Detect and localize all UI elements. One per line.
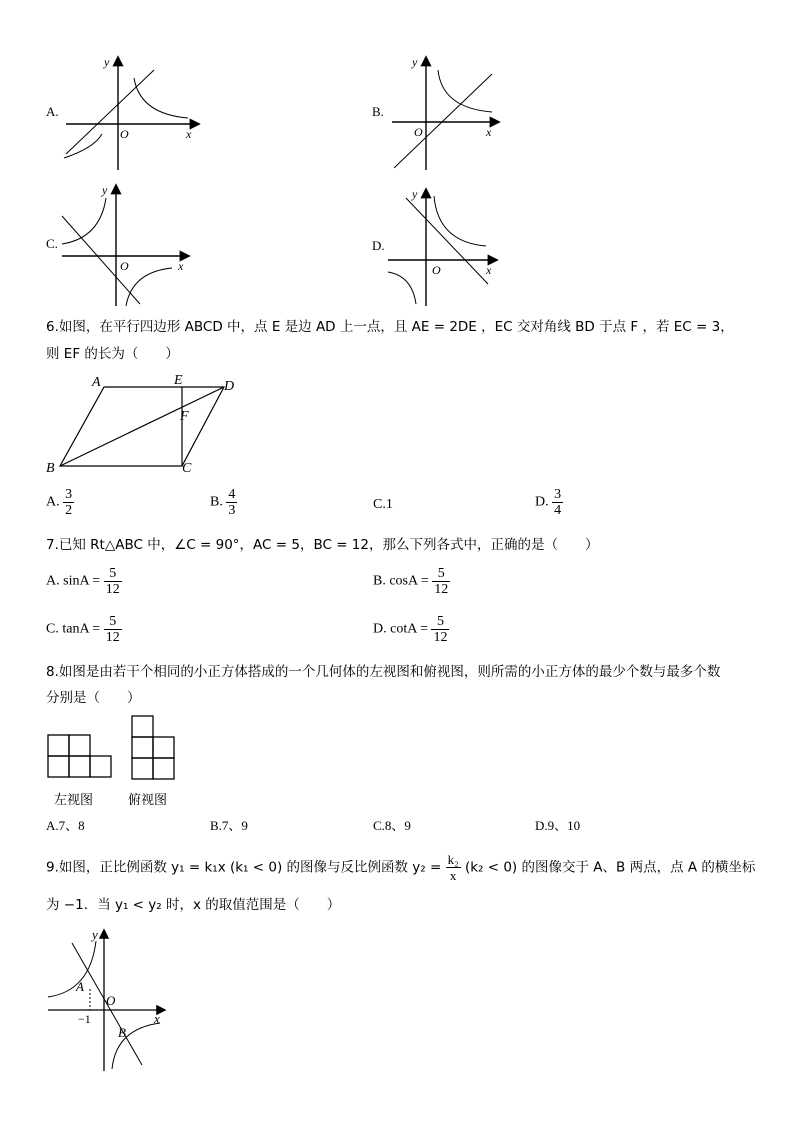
q6-parallelogram-figure — [44, 372, 254, 480]
q7-option-d[interactable]: D. cotA = $\frac{5}{12}$ — [373, 614, 448, 645]
line — [66, 70, 154, 154]
x-label: x — [486, 263, 492, 277]
y-label: y — [412, 187, 418, 201]
fraction: $\frac{3}{2}$ — [65, 487, 73, 518]
label-e: E — [174, 373, 183, 388]
origin-label: O — [106, 993, 116, 1008]
q6-option-b[interactable]: B. $\frac{4}{3}$ — [210, 487, 236, 518]
option-letter: C. — [46, 236, 58, 251]
graph-c — [56, 180, 216, 308]
point-a-label: A — [76, 979, 84, 994]
graph-b — [382, 52, 542, 174]
fraction: $\frac{5}{12}$ — [105, 566, 120, 597]
origin-label: O — [432, 263, 441, 277]
q5-option-a[interactable] — [46, 52, 216, 174]
hyperbola-branch — [62, 198, 106, 244]
y-label: y — [102, 183, 108, 197]
q9-graph — [46, 925, 176, 1073]
q6-stem-line1: 6.如图，在平行四边形 ABCD 中，点 E 是边 AD 上一点，且 AE = 2DE ，EC 交对角线 BD 于点 F ，若 EC = 3， — [46, 319, 734, 335]
origin-label: O — [120, 127, 129, 141]
top-view-figure — [130, 713, 178, 781]
fraction: $\frac{5}{12}$ — [105, 614, 120, 645]
left-view-caption: 左视图 — [54, 793, 94, 808]
fraction: $\frac{3}{4}$ — [554, 487, 562, 518]
y-label: y — [104, 55, 110, 69]
q8-option-a[interactable]: A.7、8 — [46, 818, 85, 833]
q5-option-d[interactable] — [372, 184, 542, 308]
q7-option-b[interactable]: B. cosA = $\frac{5}{12}$ — [373, 566, 449, 597]
label-c: C — [182, 461, 192, 476]
q7-option-c[interactable]: C. tanA = $\frac{5}{12}$ — [46, 614, 120, 645]
q6-option-c[interactable]: C.1 — [373, 497, 393, 512]
fraction: $\frac{5}{12}$ — [434, 566, 449, 597]
hyperbola-branch — [434, 196, 486, 246]
q9-stem-line2: 为 −1．当 y₁ < y₂ 时，x 的取值范围是（ ） — [46, 897, 341, 913]
label-d: D — [224, 379, 235, 394]
line — [406, 198, 488, 284]
left-view-figure — [46, 732, 114, 780]
q6-stem-line2: 则 EF 的长为（ ） — [46, 346, 179, 362]
top-view-caption: 俯视图 — [128, 793, 168, 808]
q8-option-b[interactable]: B.7、9 — [210, 818, 248, 833]
point-b-label: B — [118, 1025, 126, 1040]
graph-a — [56, 52, 216, 174]
label-f: F — [180, 409, 189, 424]
fraction-k2-over-x: $\frac{\text{k₂}}{x}$ — [447, 852, 459, 883]
q6-option-d[interactable]: D. $\frac{3}{4}$ — [535, 487, 562, 518]
option-letter: D. — [372, 238, 385, 253]
q8-option-d[interactable]: D.9、10 — [535, 818, 581, 833]
minus-one-label: −1 — [78, 1012, 91, 1026]
hyperbola-branch — [126, 268, 172, 306]
q7-option-a[interactable]: A. sinA = $\frac{5}{12}$ — [46, 566, 120, 597]
x-label: x — [486, 125, 492, 139]
q8-option-c[interactable]: C.8、9 — [373, 818, 411, 833]
q8-stem-line1: 8.如图是由若干个相同的小正方体搭成的一个几何体的左视图和俯视图，则所需的小正方体的最少个数与最多个数 — [46, 664, 721, 680]
origin-label: O — [414, 125, 423, 139]
diagonal-bd — [60, 387, 224, 466]
q7-stem: 7.已知 Rt△ABC 中，∠C = 90°，AC = 5，BC = 12，那么下列各式中，正确的是（ ） — [46, 537, 599, 553]
hyperbola-branch — [134, 78, 188, 118]
x-label: x — [178, 259, 184, 273]
y-label: y — [412, 55, 418, 69]
hyperbola-branch-upper — [48, 941, 96, 997]
graph-d — [382, 184, 542, 308]
q5-option-b[interactable] — [372, 52, 542, 174]
q8-stem-line2: 分别是（ ） — [46, 690, 141, 706]
label-a: A — [92, 375, 101, 390]
q9-stem-line1: 9.如图，正比例函数 y₁ = k₁x (k₁ < 0) 的图像与反比例函数 y₂ = $\frac{\text{k₂}}{x}$ (k₂ < 0) 的图像交于 A、B 两点，点 A 的横坐标 — [46, 852, 756, 883]
hyperbola-branch — [438, 70, 492, 112]
fraction: $\frac{4}{3}$ — [228, 487, 236, 518]
x-label: x — [186, 127, 192, 141]
y-label: y — [92, 927, 98, 942]
option-letter: A. — [46, 104, 59, 119]
hyperbola-branch — [388, 272, 416, 304]
label-b: B — [46, 461, 55, 476]
fraction: $\frac{5}{12}$ — [433, 614, 448, 645]
origin-label: O — [120, 259, 129, 273]
q6-option-a[interactable]: A. $\frac{3}{2}$ — [46, 487, 73, 518]
x-label: x — [154, 1011, 160, 1026]
option-letter: B. — [372, 104, 384, 119]
q5-option-c[interactable] — [46, 180, 216, 308]
